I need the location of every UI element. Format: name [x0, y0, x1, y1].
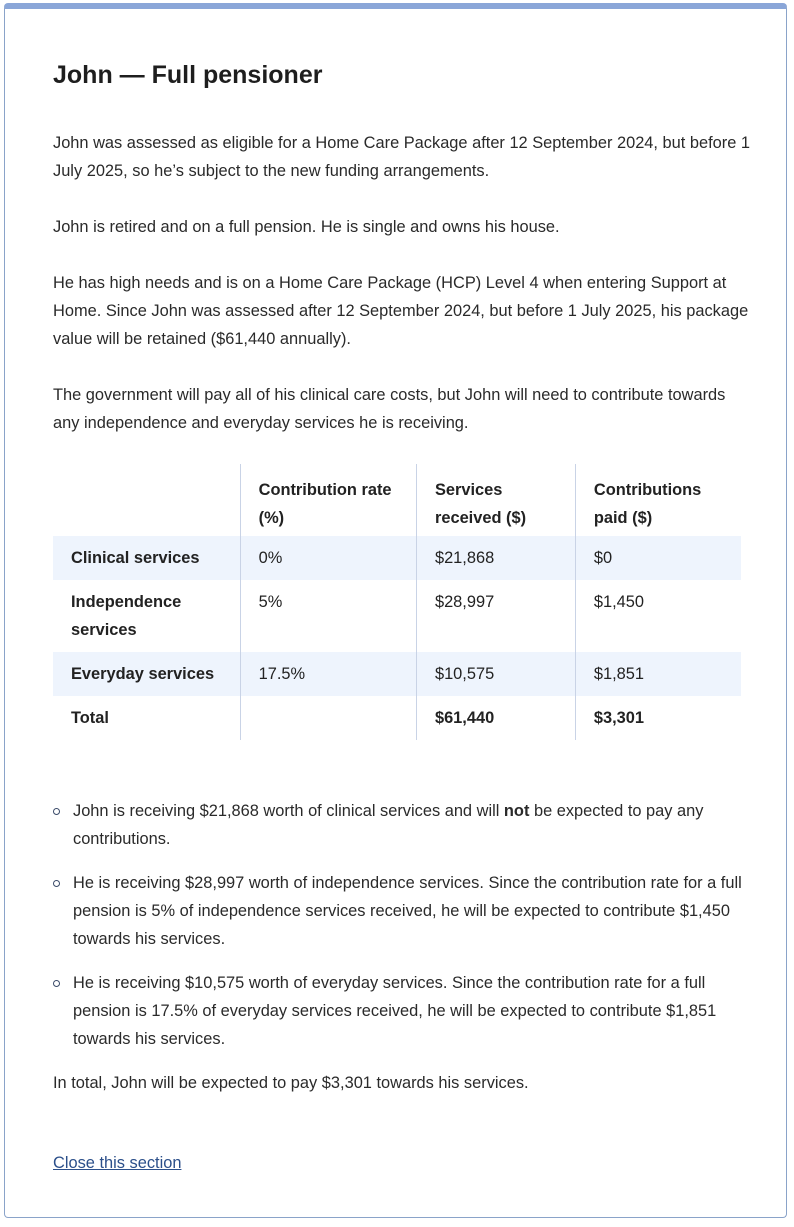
row-paid: $1,851: [575, 652, 741, 696]
table-header-rate: Contribution rate (%): [240, 464, 416, 536]
bullet-circle-icon: [53, 880, 60, 887]
paragraph-government-contribution: The government will pay all of his clinical care costs, but John will need to contribute towards any independence and everyday services he is receiving.: [53, 386, 726, 432]
section-title: John — Full pensioner: [53, 61, 323, 89]
row-received: $28,997: [416, 580, 575, 652]
table-row-everyday: [53, 652, 741, 696]
contributions-table: [53, 464, 741, 740]
list-item-independence: [53, 869, 753, 953]
row-label: Everyday services: [53, 652, 240, 696]
table-row-total: [53, 696, 741, 740]
expanded-section-card: [4, 3, 787, 1218]
close-section-link[interactable]: Close this section: [53, 1154, 182, 1172]
row-label: Independence services: [71, 593, 182, 639]
bullet-text-start: John is receiving $21,868 worth of clinical services and will: [73, 802, 504, 820]
explanation-list: [53, 797, 753, 1069]
list-item-clinical: [53, 797, 753, 853]
table-row-independence: [53, 580, 741, 652]
row-paid: $0: [575, 536, 741, 580]
row-label: Clinical services: [53, 536, 240, 580]
table-header-received: Services received ($): [416, 464, 575, 536]
table-row-clinical: [53, 536, 741, 580]
row-received: $61,440: [416, 696, 575, 740]
paragraph-eligibility: John was assessed as eligible for a Home Care Package after 12 September 2024, but before 1 July 2025, so he’s subject to the new funding arrangements.: [53, 134, 751, 180]
bullet-text-end: be expected to pay any contributions.: [73, 802, 704, 848]
row-rate: 5%: [240, 580, 416, 652]
bullet-emphasis: not: [503, 802, 530, 820]
row-rate: 17.5%: [240, 652, 416, 696]
bullet-circle-icon: [53, 808, 60, 815]
table-header-row: [53, 464, 741, 536]
bullet-text: He is receiving $10,575 worth of everyday services. Since the contribution rate for a full pension is 17.5% of everyday services received, he will be expected to contribute $1,851 towards his services.: [73, 974, 717, 1048]
row-rate: [240, 696, 416, 740]
paragraph-circumstances: John is retired and on a full pension. He is single and owns his house.: [53, 218, 560, 236]
row-rate: 0%: [240, 536, 416, 580]
table-header-blank: [53, 464, 240, 536]
bullet-text: He is receiving $28,997 worth of independence services. Since the contribution rate for a full pension is 5% of independence services received, he will be expected to contribute $1,450 towards his services.: [73, 874, 742, 948]
paragraph-package-value: He has high needs and is on a Home Care Package (HCP) Level 4 when entering Support at Home. Since John was assessed after 12 September 2024, but before 1 July 2025, his package value will be retained ($61,440 annually).: [53, 274, 749, 348]
row-paid: $3,301: [575, 696, 741, 740]
row-received: $21,868: [416, 536, 575, 580]
summary-paragraph: In total, John will be expected to pay $3,301 towards his services.: [53, 1074, 529, 1092]
bullet-circle-icon: [53, 980, 60, 987]
row-received: $10,575: [416, 652, 575, 696]
list-item-everyday: [53, 969, 753, 1053]
row-label: Total: [71, 709, 109, 727]
row-paid: $1,450: [575, 580, 741, 652]
table-header-paid: Contributions paid ($): [575, 464, 741, 536]
